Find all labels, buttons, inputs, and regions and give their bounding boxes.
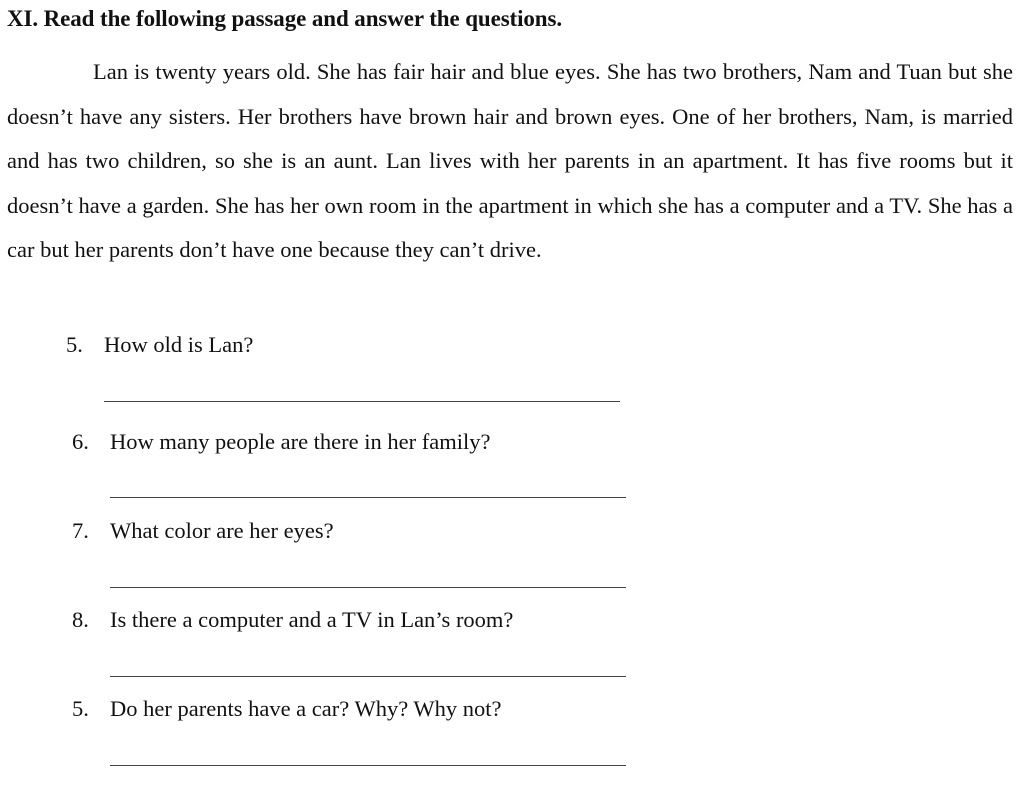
question-number: 5.	[66, 332, 83, 357]
question-text: How old is Lan?	[104, 332, 254, 357]
answer-line[interactable]	[110, 765, 626, 766]
question-number: 7.	[72, 518, 89, 543]
question-text: How many people are there in her family?	[110, 429, 491, 454]
question-number: 5.	[72, 696, 89, 721]
question-item	[66, 332, 253, 358]
question-text: Is there a computer and a TV in Lan’s room?	[110, 607, 514, 632]
reading-passage: Lan is twenty years old. She has fair hair and blue eyes. She has two brothers, Nam and Tuan but she doesn’t have any sisters. Her brothers have brown hair and brown eyes. One of her brothers, Nam, is married and has two children, so she is an aunt. Lan lives with her parents in an apartment. It has five rooms but it doesn’t have a garden. She has her own room in the apartment in which she has a computer and a TV. She has a car but her parents don’t have one because they can’t drive.	[7, 59, 1013, 262]
question-text: What color are her eyes?	[110, 518, 334, 543]
answer-line[interactable]	[110, 497, 626, 498]
question-item	[72, 607, 513, 633]
answer-line[interactable]	[110, 676, 626, 677]
answer-line[interactable]	[104, 401, 620, 402]
question-number: 6.	[72, 429, 89, 454]
question-item	[72, 429, 490, 455]
exercise-heading: XI. Read the following passage and answer the questions.	[7, 6, 562, 31]
question-number: 8.	[72, 607, 89, 632]
question-item	[72, 518, 334, 544]
question-item	[72, 696, 502, 722]
answer-line[interactable]	[110, 587, 626, 588]
question-text: Do her parents have a car? Why? Why not?	[110, 696, 502, 721]
